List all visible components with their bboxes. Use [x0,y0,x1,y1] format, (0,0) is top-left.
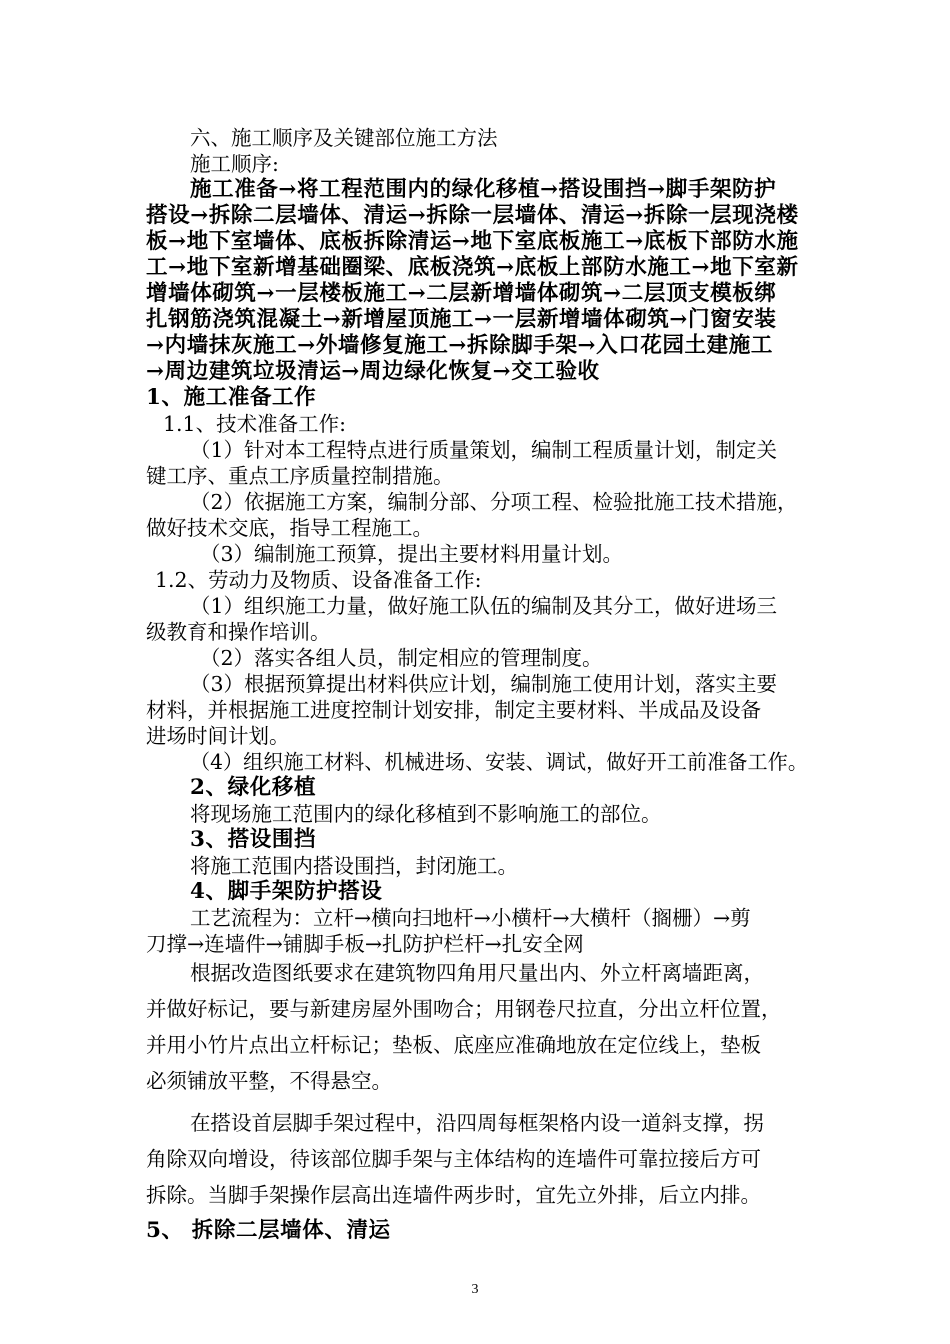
paragraph-line: 工艺流程为：立杆→横向扫地杆→小横杆→大横杆（搁栅）→剪 [190,906,751,930]
section-2-heading: 2、绿化移植 [190,775,317,800]
paragraph-line: （2）依据施工方案，编制分部、分项工程、检验批施工技术措施， [190,490,798,514]
paragraph-line: 并用小竹片点出立杆标记；垫板、底座应准确地放在定位线上，垫板 [146,1033,761,1057]
paragraph-line: 做好技术交底，指导工程施工。 [146,516,433,540]
sequence-line: 工→地下室新增基础圈梁、底板浇筑→底板上部防水施工→地下室新 [146,255,799,280]
sequence-line: →周边建筑垃圾清运→周边绿化恢复→交工验收 [146,359,600,384]
paragraph-line: 键工序、重点工序质量控制措施。 [146,464,454,488]
sequence-line: 扎钢筋浇筑混凝土→新增屋顶施工→一层新增墙体砌筑→门窗安装 [146,307,777,332]
paragraph-line: （2）落实各组人员，制定相应的管理制度。 [200,646,603,670]
paragraph-line: 进场时间计划。 [146,724,290,748]
paragraph-line: 并做好标记，要与新建房屋外围吻合；用钢卷尺拉直，分出立杆位置， [146,997,782,1021]
paragraph-line: 材料，并根据施工进度控制计划安排，制定主要材料、半成品及设备 [146,698,761,722]
subsection-1-1-heading: 1.1、技术准备工作: [163,412,347,436]
sequence-line: 板→地下室墙体、底板拆除清运→地下室底板施工→底板下部防水施 [146,229,799,254]
paragraph-line: 必须铺放平整，不得悬空。 [146,1069,392,1093]
paragraph-line: 根据改造图纸要求在建筑物四角用尺量出内、外立杆离墙距离， [190,961,764,985]
page-number: 3 [471,1282,479,1297]
section-title: 六、施工顺序及关键部位施工方法 [190,126,498,150]
paragraph-line: 在搭设首层脚手架过程中，沿四周每框架格内设一道斜支撑，拐 [190,1111,764,1135]
sequence-line: 搭设→拆除二层墙体、清运→拆除一层墙体、清运→拆除一层现浇楼 [146,203,799,228]
paragraph-line: （1）针对本工程特点进行质量策划，编制工程质量计划，制定关 [190,438,778,462]
sequence-line: 增墙体砌筑→一层楼板施工→二层新增墙体砌筑→二层顶支模板绑 [146,281,777,306]
paragraph-line: 刀撑→连墙件→铺脚手板→扎防护栏杆→扎安全网 [146,932,584,956]
section-1-heading: 1、施工准备工作 [146,385,317,410]
section-5-heading: 5、 拆除二层墙体、清运 [146,1218,391,1243]
paragraph-line: 角除双向增设，待该部位脚手架与主体结构的连墙件可靠拉接后方可 [146,1147,761,1171]
section-4-heading: 4、脚手架防护搭设 [190,879,383,904]
sequence-label: 施工顺序: [190,152,279,176]
paragraph-line: （3）根据预算提出材料供应计划，编制施工使用计划，落实主要 [190,672,778,696]
subsection-1-2-heading: 1.2、劳动力及物质、设备准备工作: [155,568,482,592]
section-3-heading: 3、搭设围挡 [190,827,317,852]
paragraph-line: 将施工范围内搭设围挡，封闭施工。 [190,854,518,878]
paragraph-line: （3）编制施工预算，提出主要材料用量计划。 [200,542,624,566]
paragraph-line: 将现场施工范围内的绿化移植到不影响施工的部位。 [190,802,662,826]
paragraph-line: （4）组织施工材料、机械进场、安装、调试，做好开工前准备工作。 [190,750,808,774]
paragraph-line: 拆除。当脚手架操作层高出连墙件两步时，宜先立外排，后立内排。 [146,1183,761,1207]
sequence-line: 施工准备→将工程范围内的绿化移植→搭设围挡→脚手架防护 [190,177,777,202]
paragraph-line: （1）组织施工力量，做好施工队伍的编制及其分工，做好进场三 [190,594,778,618]
sequence-line: →内墙抹灰施工→外墙修复施工→拆除脚手架→入口花园土建施工 [146,333,773,358]
paragraph-line: 级教育和操作培训。 [146,620,331,644]
